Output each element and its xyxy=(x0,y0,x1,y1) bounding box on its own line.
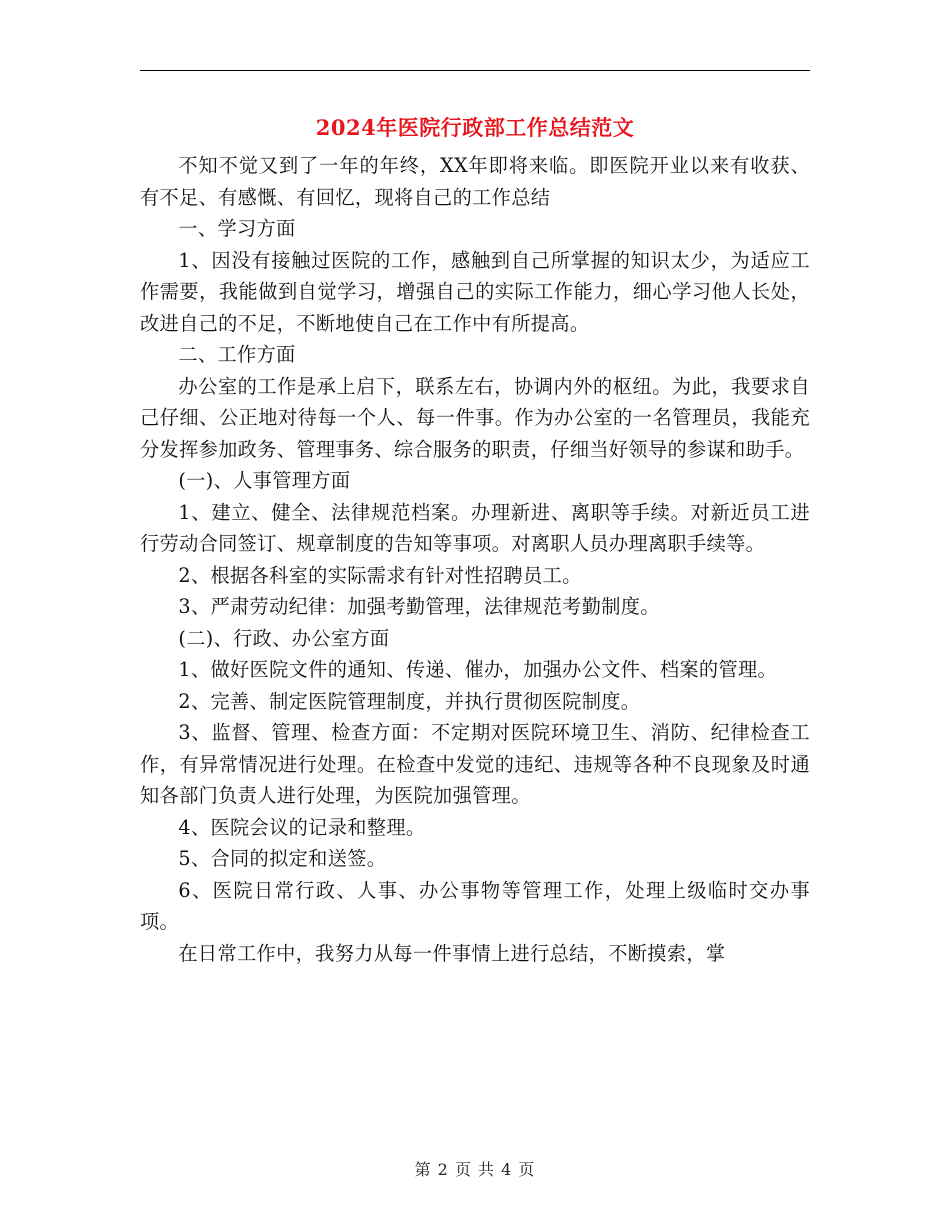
subsection-heading-personnel: (一)、人事管理方面 xyxy=(178,469,351,492)
paragraph-admin-5: 5、合同的拟定和送签。 xyxy=(178,847,387,870)
paragraph-admin-4: 4、医院会议的记录和整理。 xyxy=(178,815,426,839)
paragraph-admin-3: 3、监督、管理、检查方面：不定期对医院环境卫生、消防、纪律检查工作，有异常情况进行处理。在检查中发觉的违纪、违规等各种不良现象及时通知各部门负责人进行处理，为医院加强管理。 xyxy=(140,721,810,807)
paragraph-admin-2: 2、完善、制定医院管理制度，并执行贯彻医院制度。 xyxy=(178,689,641,713)
paragraph-personnel-2: 2、根据各科室的实际需求有针对性招聘员工。 xyxy=(178,563,582,587)
subsection-heading-admin: (二)、行政、办公室方面 xyxy=(178,626,390,650)
document-body xyxy=(140,150,810,969)
document-title: 2024年医院行政部工作总结范文 xyxy=(315,115,635,140)
paragraph-daily-work: 在日常工作中，我努力从每一件事情上进行总结，不断摸索，掌 xyxy=(178,941,726,965)
paragraph-personnel-1: 1、建立、健全、法律规范档案。办理新进、离职等手续。对新近员工进行劳动合同签订、规章制度的告知等事项。对离职人员办理离职手续等。 xyxy=(140,500,810,555)
paragraph-office-role: 办公室的工作是承上启下，联系左右，协调内外的枢纽。为此，我要求自己仔细、公正地对待每一个人、每一件事。作为办公室的一名管理员，我能充分发挥参加政务、管理事务、综合服务的职责，仔细当好领导的参谋和助手。 xyxy=(140,374,810,461)
section-heading-work: 二、工作方面 xyxy=(178,343,296,366)
page-number-footer: 第 2 页 共 4 页 xyxy=(414,1160,536,1179)
header-rule xyxy=(140,70,810,71)
section-heading-study: 一、学习方面 xyxy=(178,217,296,240)
paragraph-admin-6: 6、医院日常行政、人事、办公事物等管理工作，处理上级临时交办事项。 xyxy=(140,878,810,933)
paragraph-study-1: 1、因没有接触过医院的工作，感触到自己所掌握的知识太少，为适应工作需要，我能做到自觉学习，增强自己的实际工作能力，细心学习他人长处，改进自己的不足，不断地使自己在工作中有所提高。 xyxy=(140,248,810,335)
paragraph-intro: 不知不觉又到了一年的年终，XX年即将来临。即医院开业以来有收获、有不足、有感慨、有回忆，现将自己的工作总结 xyxy=(140,154,810,209)
paragraph-admin-1: 1、做好医院文件的通知、传递、催办，加强办公文件、档案的管理。 xyxy=(178,658,778,681)
paragraph-personnel-3: 3、严肃劳动纪律：加强考勤管理，法律规范考勤制度。 xyxy=(178,595,660,618)
